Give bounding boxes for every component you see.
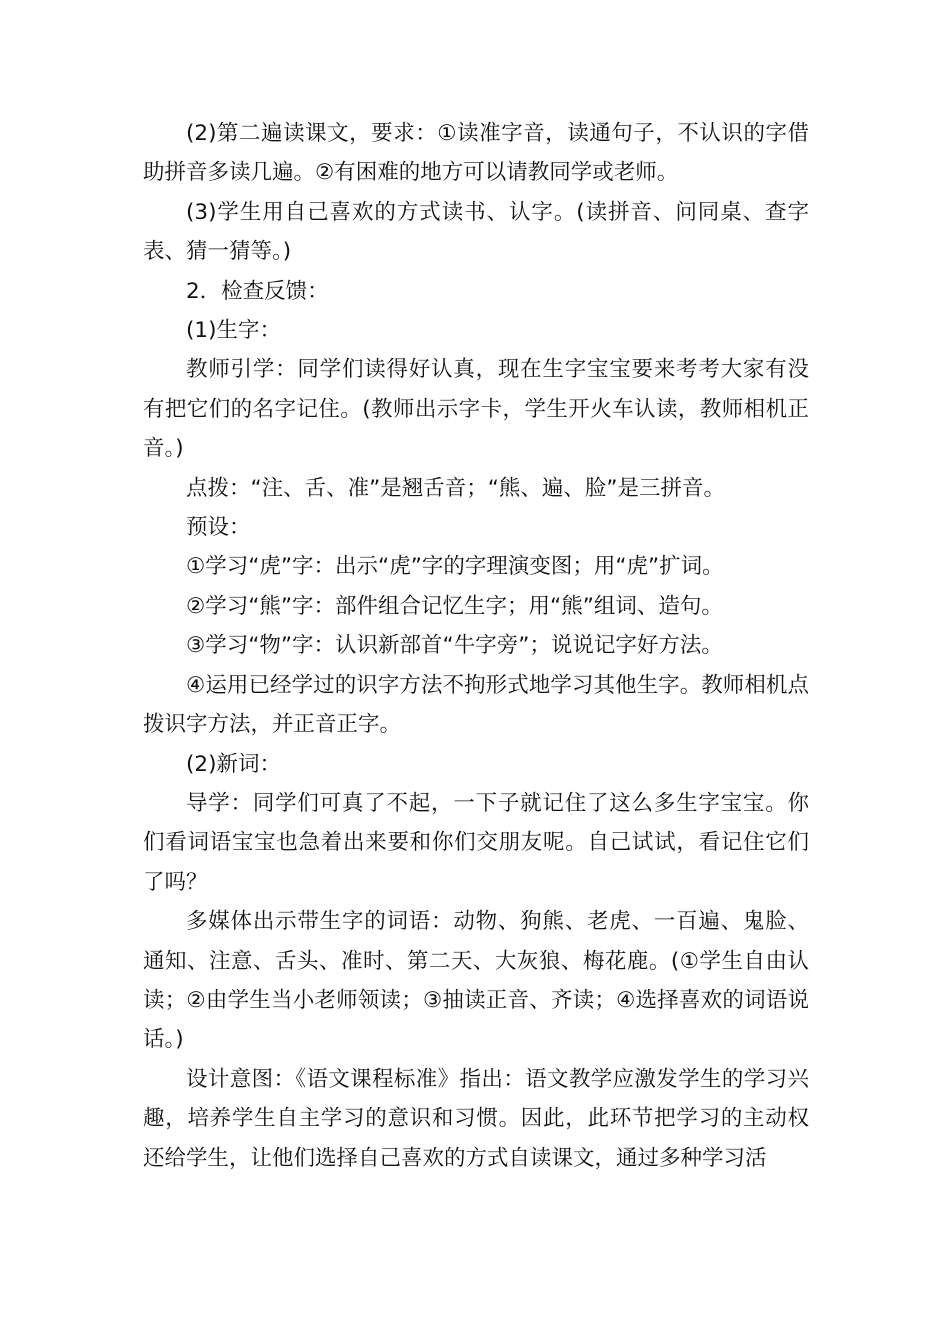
- paragraph-design-intent: 设计意图：《语文课程标准》指出：语文教学应激发学生的学习兴趣，培养学生自主学习的意识和习惯。因此，此环节把学习的主动权还给学生，让他们选择自己喜欢的方式自读课文，通过多种学习活: [143, 1066, 809, 1171]
- paragraph-lead-in: 导学：同学们可真了不起，一下子就记住了这么多生字宝宝。你们看词语宝宝也急着出来要和你们交朋友呢。自己试试，看记住它们了吗？: [143, 790, 809, 895]
- paragraph-multimedia-words: 多媒体出示带生字的词语：动物、狗熊、老虎、一百遍、鬼脸、通知、注意、舌头、准时、第二天、大灰狼、梅花鹿。(①学生自由认读；②由学生当小老师领读；③抽读正音、齐读；④选择喜欢的词语说话。): [143, 909, 809, 1053]
- label-preset: 预设：: [186, 515, 251, 541]
- paragraph-second-reading: (2)第二遍读课文，要求：①读准字音，读通句子，不认识的字借助拼音多读几遍。②有困难的地方可以请教同学或老师。: [143, 121, 809, 186]
- subheading-new-words: (2)新词：: [186, 751, 281, 777]
- list-item-other-characters: ④运用已经学过的识字方法不拘形式地学习其他生字。教师相机点拨识字方法，并正音正字。: [143, 672, 809, 738]
- list-item-bear: ②学习“熊”字：部件组合记忆生字；用“熊”组词、造句。: [186, 593, 723, 619]
- paragraph-teacher-guide: 教师引学：同学们读得好认真，现在生字宝宝要来考考大家有没有把它们的名字记住。(教师出示字卡，学生开火车认读，教师相机正音。): [143, 357, 809, 462]
- list-item-object: ③学习“物”字：认识新部首“牛字旁”；说说记字好方法。: [186, 633, 723, 659]
- section-heading-feedback: 2．检查反馈：: [186, 278, 329, 304]
- document-body: [143, 114, 809, 1178]
- paragraph-self-reading: (3)学生用自己喜欢的方式读书、认字。(读拼音、问同桌、查字表、猜一猜等。): [143, 199, 809, 265]
- list-item-tiger: ①学习“虎”字：出示“虎”字的字理演变图；用“虎”扩词。: [186, 554, 724, 580]
- paragraph-pronunciation-tip: 点拨：“注、舌、准”是翘舌音；“熊、遍、脸”是三拼音。: [186, 475, 726, 501]
- subheading-new-characters: (1)生字：: [186, 318, 281, 344]
